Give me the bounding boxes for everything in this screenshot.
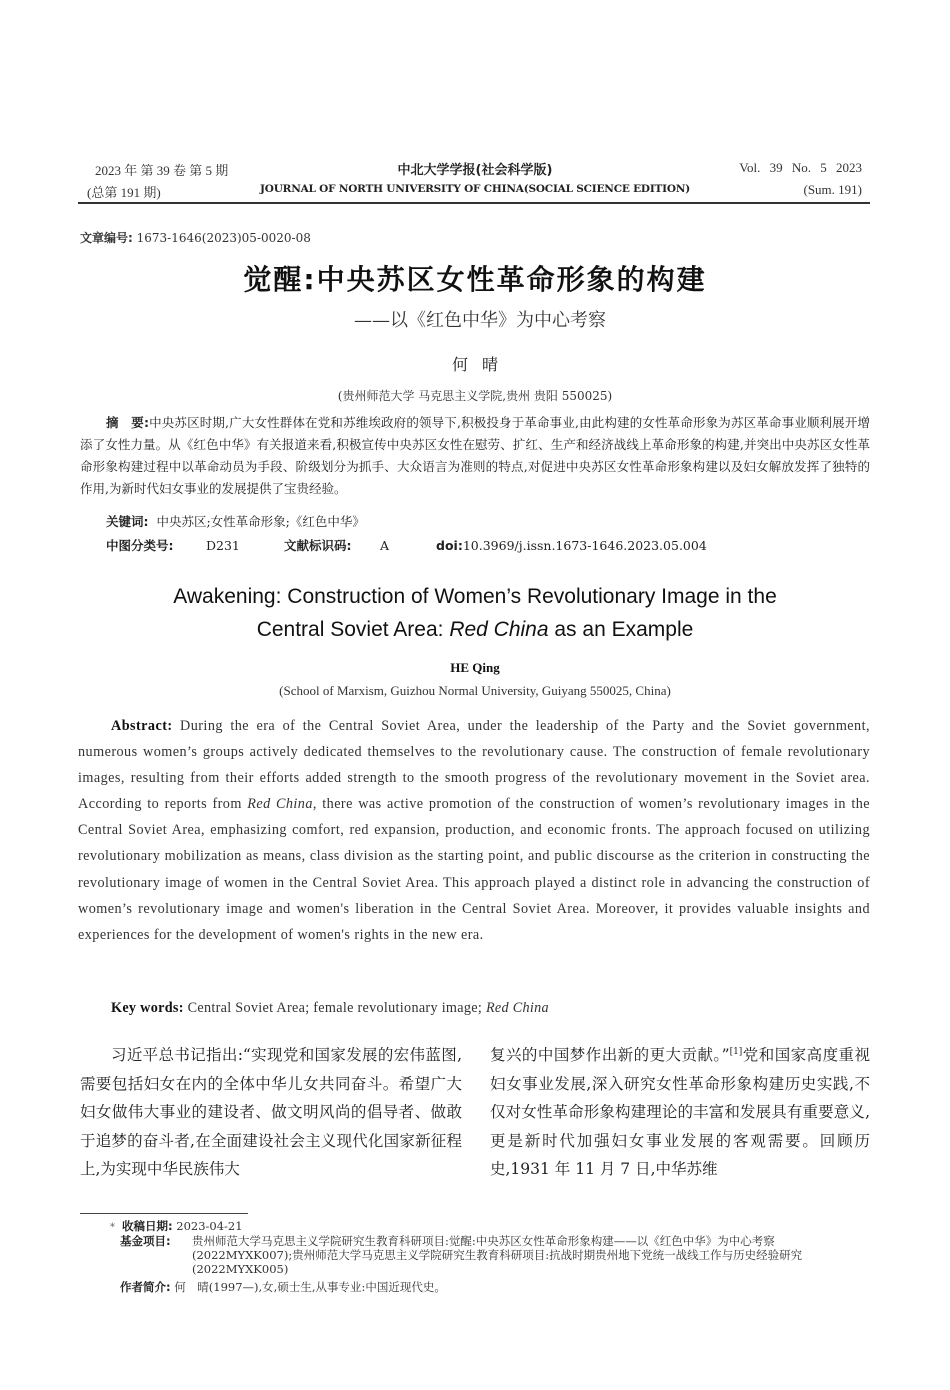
body-right-part1: 复兴的中国梦作出新的更大贡献。” — [490, 1046, 730, 1064]
fund-label: 基金项目: — [120, 1234, 171, 1248]
abstract-cn-text: 中央苏区时期,广大女性群体在党和苏维埃政府的领导下,积极投身于革命事业,由此构建的女性革命形象为苏区革命事业顺利展开增添了女性力量。从《红色中华》有关报道来看,积极宣传中央苏区女性在慰劳、扩红、生产和经济战线上革命形象的构建,并突出中央苏区女性革命形象构建过程中以革命动员为手段、阶级划分为抓手、大众语言为准则的特点,对促进中央苏区女性革命形象构建以及妇女解放发挥了独特的作用,为新时代妇女事业的发展提供了宝贵经验。 — [80, 415, 870, 496]
header-rule — [78, 202, 870, 204]
header-sum-en: (Sum. 191) — [803, 182, 862, 197]
received-label: 收稿日期: — [122, 1219, 173, 1233]
article-number — [80, 229, 311, 246]
affiliation-en: (School of Marxism, Guizhou Normal University, Guiyang 550025, China) — [279, 683, 671, 698]
abstract-en-part1: During the era of the Central Soviet Area, under the leadership of the Party and the Soviet government, numerous women’s groups actively dedicated themselves to the revolutionary cause. The construction of female revolutionary images, resulting from their efforts added strength to the smooth progress of the revolutionary movement in the Soviet area. According to reports from — [78, 718, 870, 813]
clc-label: 中图分类号: — [106, 538, 174, 553]
footnote-star: * — [110, 1222, 115, 1233]
fund-text: 贵州师范大学马克思主义学院研究生教育科研项目:觉醒:中央苏区女性革命形象构建——以《红色中华》为中心考察(2022MYXK007);贵州师范大学马克思主义学院研究生教育科研项目:抗战时期贵州地下党统一战线工作与历史经验研究(2022MYXK005) — [192, 1234, 803, 1276]
classification-line — [106, 536, 707, 554]
doc-code-label: 文献标识码: — [284, 538, 352, 553]
doc-code-value: A — [380, 538, 390, 553]
journal-name-en: JOURNAL OF NORTH UNIVERSITY OF CHINA(SOCIAL SCIENCE EDITION) — [260, 183, 690, 195]
footnote-rule — [80, 1213, 248, 1214]
abstract-cn — [80, 412, 870, 500]
keywords-cn-label: 关键词: — [106, 514, 149, 529]
author-bio-text: 何 晴(1997—),女,硕士生,从事专业:中国近现代史。 — [174, 1280, 446, 1294]
keywords-cn-text: 中央苏区;女性革命形象;《红色中华》 — [156, 514, 365, 529]
body-right-part2: 党和国家高度重视妇女事业发展,深入研究女性革命形象构建历史实践,不仅对女性革命形象构建理论的丰富和发展具有重要意义,更是新时代加强妇女事业发展的客观需要。回顾历史,1931 年 11 月 7 日,中华苏维 — [490, 1046, 870, 1178]
citation-ref: [1] — [729, 1046, 743, 1057]
header-issue-info: 2023 年 第 39 卷 第 5 期 — [95, 163, 229, 178]
title-en — [0, 580, 950, 646]
fund-label-wrap — [120, 1234, 171, 1248]
header-total-issue: (总第 191 期) — [87, 185, 161, 200]
doi-label: doi: — [436, 538, 463, 553]
footnote-author-bio — [120, 1280, 446, 1294]
keywords-en-text: Central Soviet Area; female revolutionary image; — [183, 1000, 486, 1016]
article-number-label: 文章编号: — [80, 231, 133, 245]
footnote-received — [122, 1219, 243, 1233]
author-cn: 何晴 — [451, 355, 512, 374]
abstract-en-journal: Red China — [247, 796, 313, 813]
received-date: 2023-04-21 — [176, 1219, 243, 1233]
keywords-cn — [106, 512, 365, 530]
header-volume-en: Vol. 39 No. 5 2023 — [739, 160, 862, 175]
article-number-value: 1673-1646(2023)05-0020-08 — [136, 231, 311, 245]
keywords-en — [111, 1000, 549, 1017]
abstract-en — [78, 713, 870, 948]
title-en-line2 — [0, 613, 950, 646]
abstract-cn-label: 摘 要: — [106, 415, 149, 430]
abstract-en-label: Abstract: — [111, 718, 173, 734]
title-cn: 觉醒:中央苏区女性革命形象的构建 — [243, 263, 707, 296]
author-en: HE Qing — [450, 660, 500, 675]
title-en-journal: Red China — [449, 618, 549, 641]
doi-value: 10.3969/j.issn.1673-1646.2023.05.004 — [462, 538, 707, 553]
keywords-en-label: Key words: — [111, 1000, 184, 1016]
body-column-left: 习近平总书记指出:“实现党和国家发展的宏伟蓝图,需要包括妇女在内的全体中华儿女共同奋斗。希望广大妇女做伟大事业的建设者、做文明风尚的倡导者、做敢于追梦的奋斗者,在全面建设社会主义现代化国家新征程上,为实现中华民族伟大 — [80, 1046, 462, 1178]
clc-value: D231 — [206, 538, 240, 553]
author-bio-label: 作者简介: — [120, 1280, 171, 1294]
journal-name-cn: 中北大学学报(社会科学版) — [397, 163, 553, 178]
title-en-line2-prefix: Central Soviet Area: — [256, 618, 450, 641]
title-en-line1: Awakening: Construction of Women’s Revolutionary Image in the — [173, 585, 777, 608]
affiliation-cn: (贵州师范大学 马克思主义学院,贵州 贵阳 550025) — [337, 389, 613, 403]
subtitle-cn: ——以《红色中华》为中心考察 — [354, 310, 606, 331]
abstract-en-part2: , there was active promotion of the construction of women’s revolutionary images in the Central Soviet Area, emphasizing comfort, red expansion, production, and economic fronts. The approach focused on utilizing revolutionary mobilization as means, class division as the starting point, and public discourse as the criterion in constructing the revolutionary image of women in the Central Soviet Area. This approach played a distinct role in advancing the construction of women’s revolutionary image and women's liberation in the Central Soviet Area. Moreover, it provides valuable insights and experiences for the development of women's rights in the new era. — [78, 796, 871, 943]
body-column-right — [490, 1041, 870, 1184]
keywords-en-journal: Red China — [485, 1000, 549, 1016]
title-en-line2-suffix: as an Example — [548, 618, 694, 641]
